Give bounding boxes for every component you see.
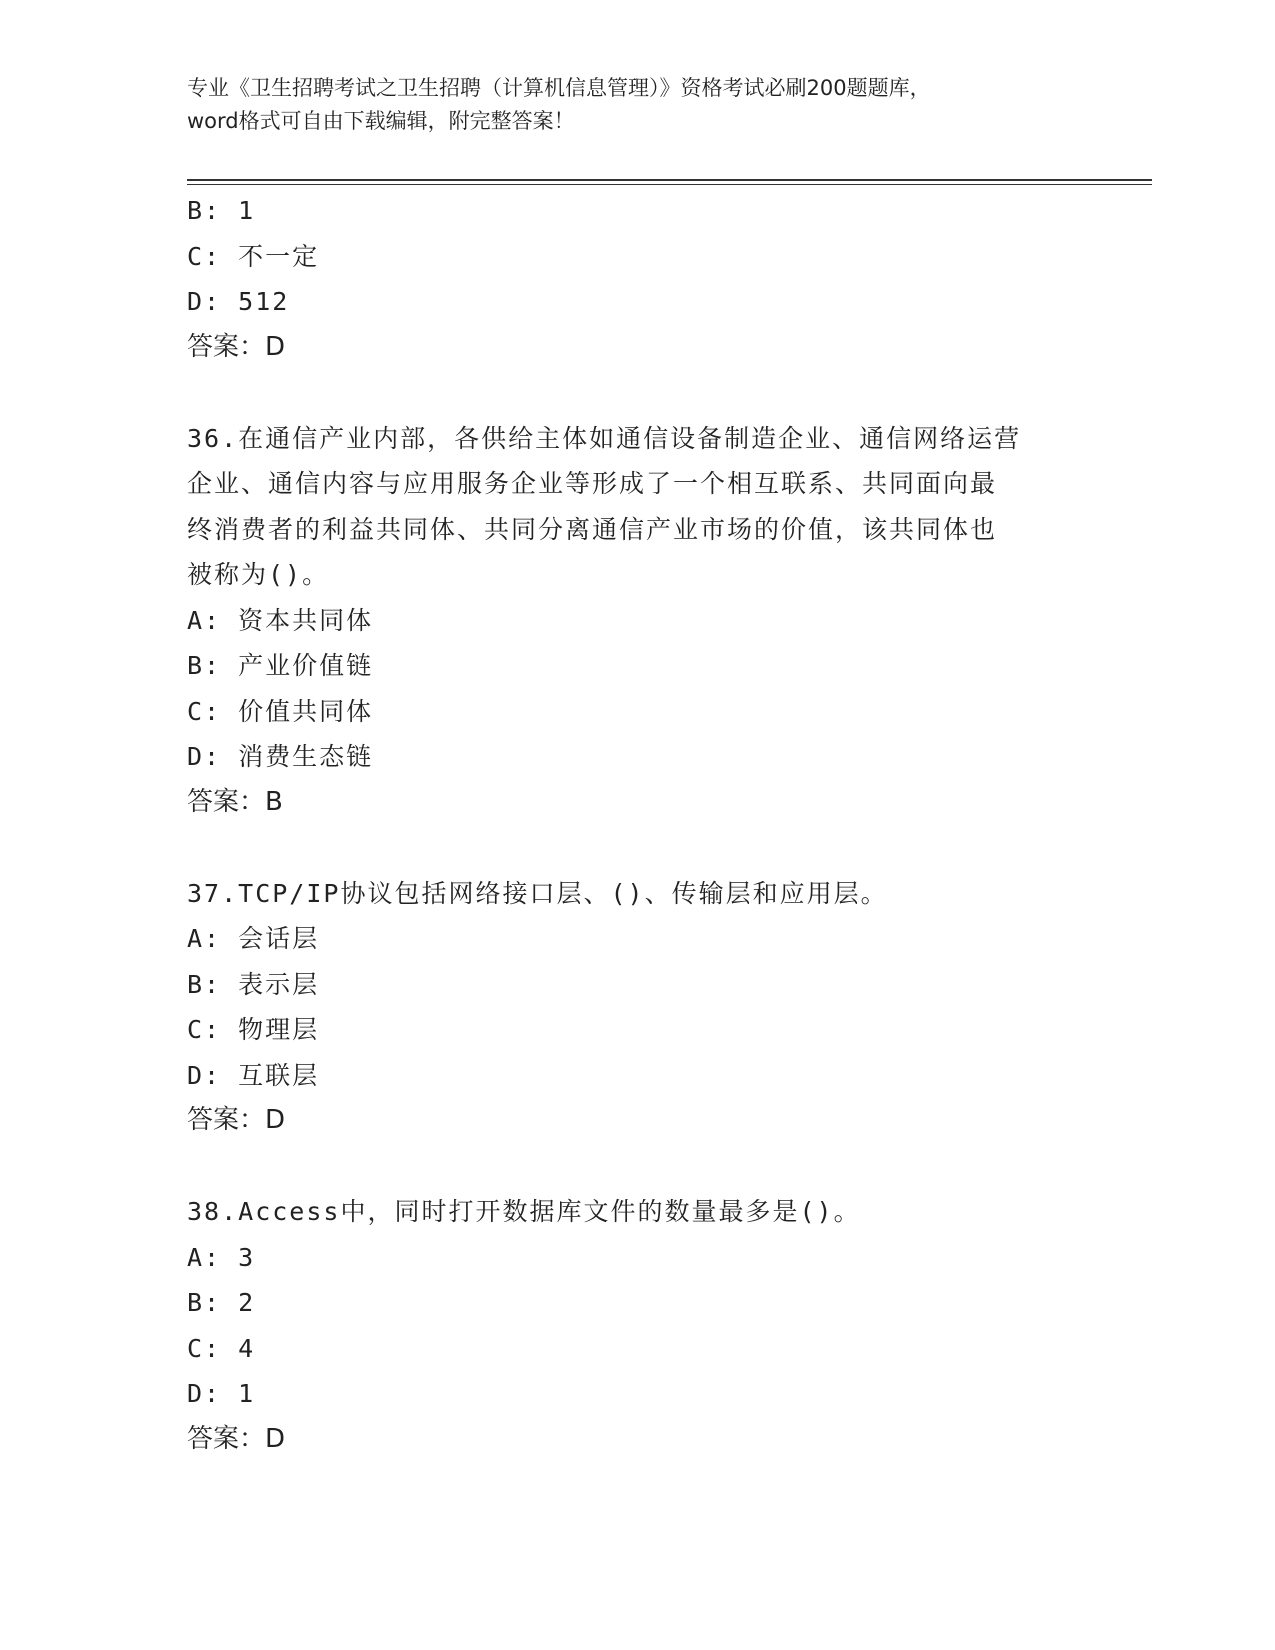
answer-line: 答案：B [187, 786, 283, 817]
question-35-continued [187, 188, 1087, 370]
spacer [187, 825, 1087, 871]
option-b: B: 表示层 [187, 969, 320, 999]
question-38 [187, 1189, 1087, 1462]
option-a: A: 3 [187, 1242, 256, 1272]
option-c: C: 价值共同体 [187, 696, 374, 726]
answer-line: 答案：D [187, 331, 286, 362]
option-b: B: 1 [187, 196, 256, 225]
question-stem-line: 企业、通信内容与应用服务企业等形成了一个相互联系、共同面向最 [187, 469, 998, 498]
spacer [187, 1144, 1087, 1190]
question-stem-line: 37.TCP/IP协议包括网络接口层、()、传输层和应用层。 [187, 878, 888, 908]
answer-line: 答案：D [187, 1423, 286, 1454]
option-d: D: 512 [187, 287, 290, 316]
header-title-line-1: 专业《卫生招聘考试之卫生招聘（计算机信息管理）》资格考试必刷200题题库， [187, 76, 931, 100]
question-stem-line: 38.Access中，同时打开数据库文件的数量最多是()。 [187, 1197, 861, 1226]
question-stem-line: 终消费者的利益共同体、共同分离通信产业市场的价值，该共同体也 [187, 514, 998, 544]
answer-line: 答案：D [187, 1105, 286, 1135]
spacer [187, 370, 1087, 416]
option-a: A: 资本共同体 [187, 605, 374, 635]
question-stem-line: 36.在通信产业内部，各供给主体如通信设备制造企业、通信网络运营 [187, 423, 1022, 453]
option-b: B: 2 [187, 1288, 256, 1317]
option-d: D: 消费生态链 [187, 742, 374, 771]
page-header [187, 72, 1087, 138]
option-c: C: 4 [187, 1333, 256, 1363]
question-stem-line: 被称为()。 [187, 560, 330, 589]
header-title-line-2: word格式可自由下载编辑，附完整答案！ [187, 109, 575, 133]
option-c: C: 不一定 [187, 241, 320, 271]
question-list [187, 188, 1087, 1462]
option-b: B: 产业价值链 [187, 651, 374, 680]
option-d: D: 互联层 [187, 1060, 320, 1090]
question-37 [187, 871, 1087, 1144]
question-36 [187, 416, 1087, 826]
header-divider-thick [187, 179, 1152, 181]
header-divider-thin [187, 184, 1152, 185]
option-d: D: 1 [187, 1379, 256, 1408]
option-c: C: 物理层 [187, 1015, 320, 1044]
option-a: A: 会话层 [187, 924, 320, 953]
